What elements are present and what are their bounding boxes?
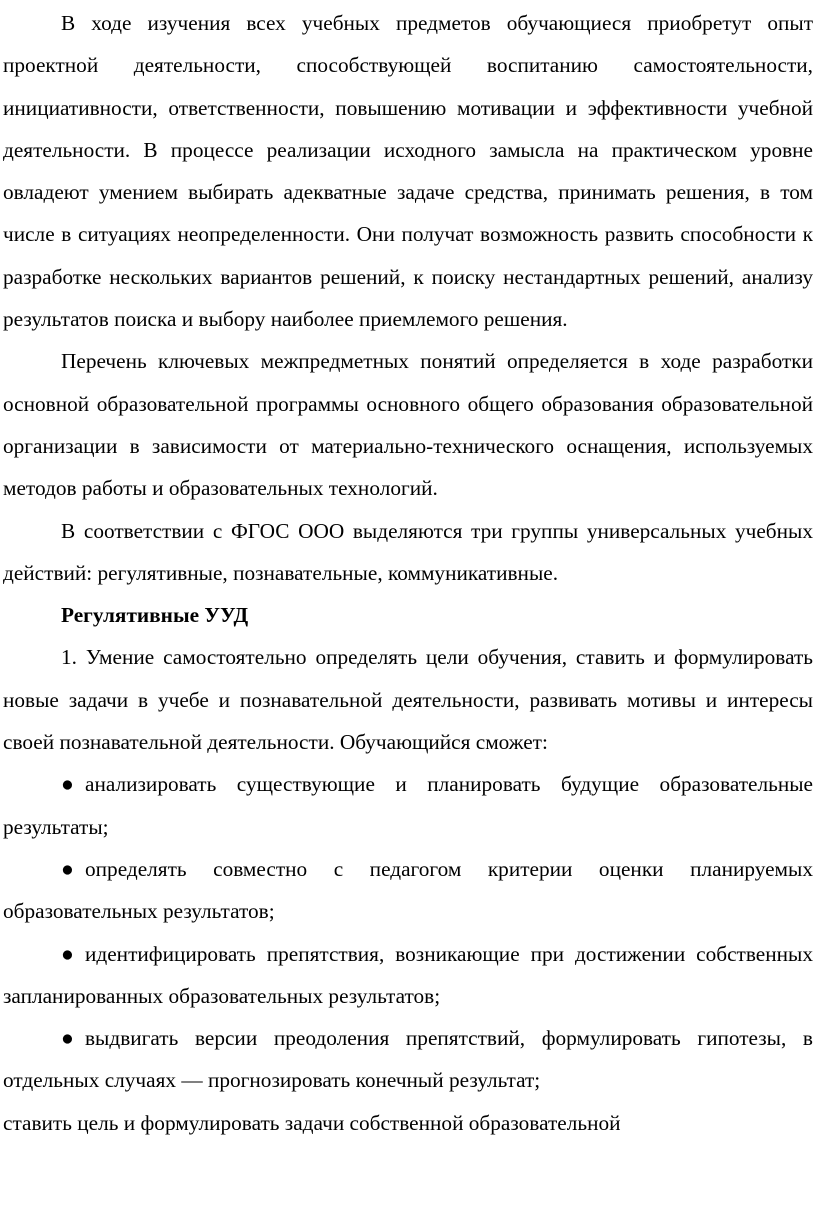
bullet-item [3, 933, 813, 1018]
section-heading: Регулятивные УУД [61, 603, 249, 628]
bullet-icon: ● [61, 1026, 74, 1051]
bullet-text: анализировать существующие и планировать будущие образовательные результаты; [3, 772, 813, 839]
bullet-text: выдвигать версии преодоления препятствий, формулировать гипотезы, в отдельных случаях — прогнозировать конечный результат; [3, 1026, 813, 1093]
bullet-item [3, 848, 813, 933]
bullet-item [3, 763, 813, 848]
paragraph-uud-groups: В соответствии с ФГОС ООО выделяются три группы универсальных учебных действий: регулятивные, познавательные, коммуникативные. [3, 518, 813, 585]
bullet-text: определять совместно с педагогом критерии оценки планируемых образовательных результатов; [3, 856, 813, 924]
bullet-icon: ● [61, 856, 74, 881]
paragraph-project-activity: В ходе изучения всех учебных предметов обучающиеся приобретут опыт проектной деятельности, способствующей воспитанию самостоятельности, инициативности, ответственности, повышению мотивации и эффективности учебной деятельности. В процессе реализации исходного замысла на практическом уровне овладеют умением выбирать адекватные задаче средства, принимать решения, в том числе в ситуациях неопределенности. Они получат возможность развить способности к разработке нескольких вариантов решений, к поиску нестандартных решений, анализу результатов поиска и выбору наиболее приемлемого решения. [3, 11, 813, 332]
bullet-item [3, 1017, 813, 1102]
list-item-1: 1. Умение самостоятельно определять цели обучения, ставить и формулировать новые задачи в учебе и познавательной деятельности, развивать мотивы и интересы своей познавательной деятельности. Обучающийся сможет: [3, 645, 813, 755]
trailing-line: ставить цель и формулировать задачи собственной образовательной [3, 1110, 621, 1135]
paragraph-key-concepts: Перечень ключевых межпредметных понятий определяется в ходе разработки основной образовательной программы основного общего образования образовательной организации в зависимости от материально-технического оснащения, используемых методов работы и образовательных технологий. [3, 349, 813, 501]
bullet-icon: ● [61, 941, 74, 966]
bullet-text: идентифицировать препятствия, возникающие при достижении собственных запланированных образовательных результатов; [3, 941, 813, 1008]
bullet-icon: ● [61, 772, 74, 797]
